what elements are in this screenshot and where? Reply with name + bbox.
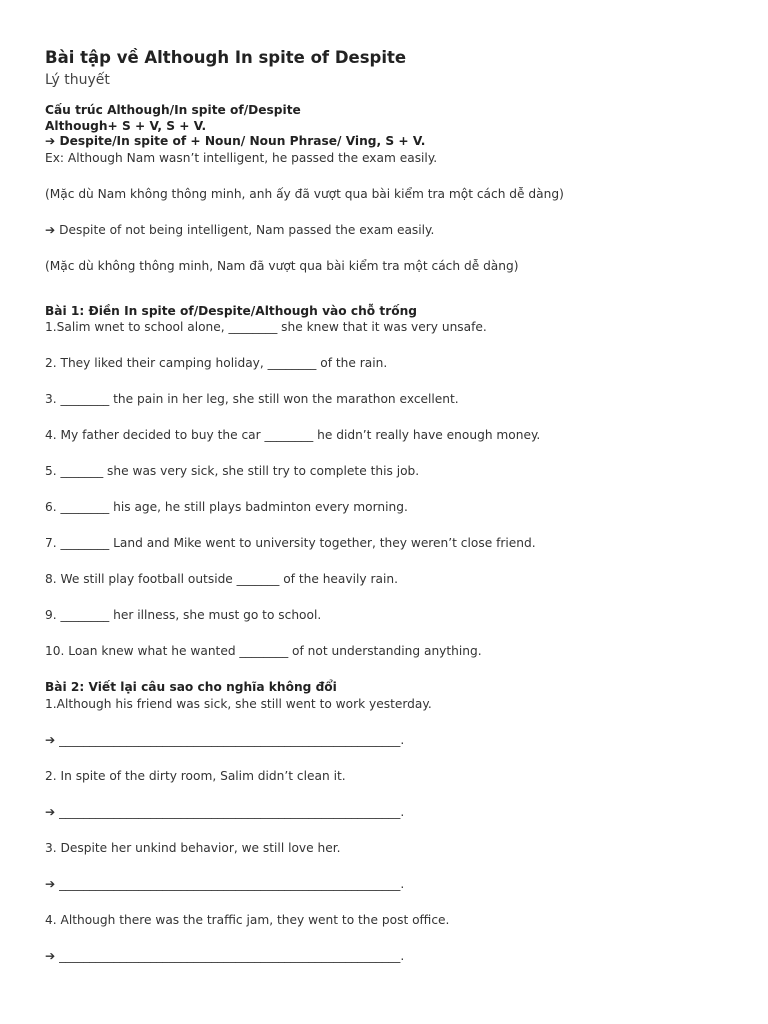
theory-example-translation: (Mặc dù Nam không thông minh, anh ấy đã vượt qua bài kiểm tra một cách dễ dàng) <box>45 186 564 201</box>
document-page <box>45 46 745 965</box>
exercise-1-item: 9. ________ her illness, she must go to school. <box>45 608 322 622</box>
exercise-2-section <box>45 680 745 965</box>
exercise-2-answer-line[interactable]: ➔ ________________________________________________________. <box>45 804 405 819</box>
theory-heading: Cấu trúc Although/In spite of/Despite <box>45 103 301 117</box>
exercise-1-item: 4. My father decided to buy the car ________ he didn’t really have enough money. <box>45 428 541 442</box>
theory-rule-despite: ➔ Despite/In spite of + Noun/ Noun Phrase/ Ving, S + V. <box>45 134 426 148</box>
theory-rule-although: Although+ S + V, S + V. <box>45 118 207 133</box>
theory-rewrite: ➔ Despite of not being intelligent, Nam passed the exam easily. <box>45 222 435 237</box>
exercise-2-question: 4. Although there was the traffic jam, they went to the post office. <box>45 912 450 927</box>
exercise-2-question: 2. In spite of the dirty room, Salim didn’t clean it. <box>45 768 346 783</box>
exercise-2-heading: Bài 2: Viết lại câu sao cho nghĩa không đổi <box>45 680 337 694</box>
exercise-1-item: 3. ________ the pain in her leg, she still won the marathon excellent. <box>45 392 459 406</box>
exercise-1-item: 2. They liked their camping holiday, ________ of the rain. <box>45 356 388 370</box>
exercise-1-item: 6. ________ his age, he still plays badminton every morning. <box>45 500 408 514</box>
theory-section <box>45 103 745 275</box>
exercise-1-item: 1.Salim wnet to school alone, ________ she knew that it was very unsafe. <box>45 320 487 334</box>
exercise-1-item: 7. ________ Land and Mike went to university together, they weren’t close friend. <box>45 536 536 550</box>
exercise-2-answer-line[interactable]: ➔ ________________________________________________________. <box>45 948 405 963</box>
exercise-1-section <box>45 304 745 661</box>
exercise-2-answer-line[interactable]: ➔ ________________________________________________________. <box>45 876 405 891</box>
exercise-1-item: 8. We still play football outside _______ of the heavily rain. <box>45 572 398 586</box>
exercise-2-answer-line[interactable]: ➔ ________________________________________________________. <box>45 732 405 747</box>
exercise-2-question: 3. Despite her unkind behavior, we still love her. <box>45 840 341 855</box>
exercise-2-question: 1.Although his friend was sick, she still went to work yesterday. <box>45 696 432 711</box>
exercise-1-item: 5. _______ she was very sick, she still try to complete this job. <box>45 464 420 478</box>
theory-example: Ex: Although Nam wasn’t intelligent, he passed the exam easily. <box>45 150 438 165</box>
document-title: Bài tập về Although In spite of Despite <box>45 48 407 67</box>
exercise-1-heading: Bài 1: Điền In spite of/Despite/Although vào chỗ trống <box>45 303 417 318</box>
exercise-1-item: 10. Loan knew what he wanted ________ of not understanding anything. <box>45 644 482 658</box>
theory-rewrite-translation: (Mặc dù không thông minh, Nam đã vượt qua bài kiểm tra một cách dễ dàng) <box>45 258 519 273</box>
document-subtitle: Lý thuyết <box>45 72 110 88</box>
